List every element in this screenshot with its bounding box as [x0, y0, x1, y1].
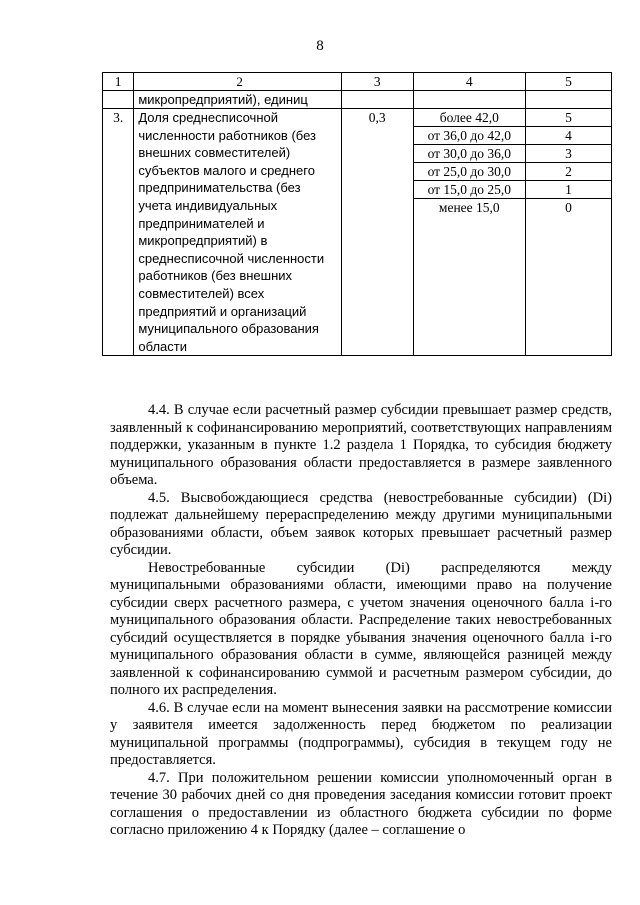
- scale-range: от 36,0 до 42,0: [414, 127, 525, 145]
- criteria-table: [102, 72, 612, 356]
- scale-range: от 15,0 до 25,0: [414, 181, 525, 199]
- header-cell-3: 3: [341, 73, 413, 91]
- header-cell-1: 1: [103, 73, 134, 91]
- scale-score: 5: [526, 109, 611, 127]
- weight-value: 0,3: [341, 109, 413, 356]
- criterion-cell: [134, 109, 341, 356]
- page-number: 8: [316, 38, 324, 54]
- scale-ranges: [413, 109, 525, 356]
- header-cell-5: 5: [525, 73, 611, 91]
- header-cell-2: 2: [134, 73, 341, 91]
- scale-range: от 25,0 до 30,0: [414, 163, 525, 181]
- scale-score: 1: [526, 181, 611, 199]
- scale-score: 4: [526, 127, 611, 145]
- paragraph-4-4: 4.4. В случае если расчетный размер субсидии превышает размер средств, заявленный к софинансированию мероприятий, соответствующих направлениям поддержки, указанным в пункте 1.2 раздела 1 Порядка, то субсидия бюджету муниципального образования области предоставляется в размере заявленного объема.: [110, 402, 612, 488]
- scale-score: 0: [565, 200, 572, 215]
- paragraph-4-5: 4.5. Высвобождающиеся средства (невостребованные субсидии) (Di) подлежат дальнейшему перераспределению между другими муниципальными образованиями области, объем заявок которых превышает расчетный размер субсидии.: [110, 489, 612, 558]
- scale-range: менее 15,0: [438, 200, 500, 215]
- table-header-row: [103, 73, 612, 91]
- table-continuation-row: [103, 91, 612, 109]
- header-cell-4: 4: [413, 73, 525, 91]
- scale-range: более 42,0: [414, 109, 525, 127]
- scale-score: 3: [526, 145, 611, 163]
- continuation-text: микропредприятий), единиц: [134, 91, 341, 109]
- table-row: [103, 109, 612, 356]
- scale-scores: [525, 109, 611, 356]
- criterion-text: Доля среднесписочной численности работников (без внешних совместителей) субъектов малого и среднего предпринимательства (без учета индивидуальных предпринимателей и микропредприятий) в среднесписочной численности работников (без внешних совместителей) всех предприятий и организаций муниципального образования области: [138, 110, 325, 354]
- row-number: 3.: [103, 109, 134, 356]
- paragraph-4-6: 4.6. В случае если на момент вынесения заявки на рассмотрение комиссии у заявителя имеется задолженность перед бюджетом по реализации муниципальной программы (подпрограммы), субсидия в текущем году не предоставляется.: [110, 699, 612, 768]
- paragraph-4-7: 4.7. При положительном решении комиссии уполномоченный орган в течение 30 рабочих дней со дня проведения заседания комиссии готовит проект соглашения о предоставлении из областного бюджета субсидии по форме согласно приложению 4 к Порядку (далее – соглашение о: [110, 769, 612, 838]
- scale-score: 2: [526, 163, 611, 181]
- scale-range: от 30,0 до 36,0: [414, 145, 525, 163]
- paragraph-unclaimed-subsidies: Невостребованные субсидии (Di) распределяются между муниципальными образованиями области, имеющими право на получение субсидии сверх расчетного размера, с учетом значения оценочного балла i-го муниципального образования области. Распределение таких невостребованных субсидий осуществляется в порядке убывания значения оценочного балла i-го муниципального образования области в сумме, являющейся разницей между заявленной к софинансированию суммой и расчетным размером субсидии, до полного их распределения.: [110, 559, 612, 698]
- body-text: [110, 402, 612, 840]
